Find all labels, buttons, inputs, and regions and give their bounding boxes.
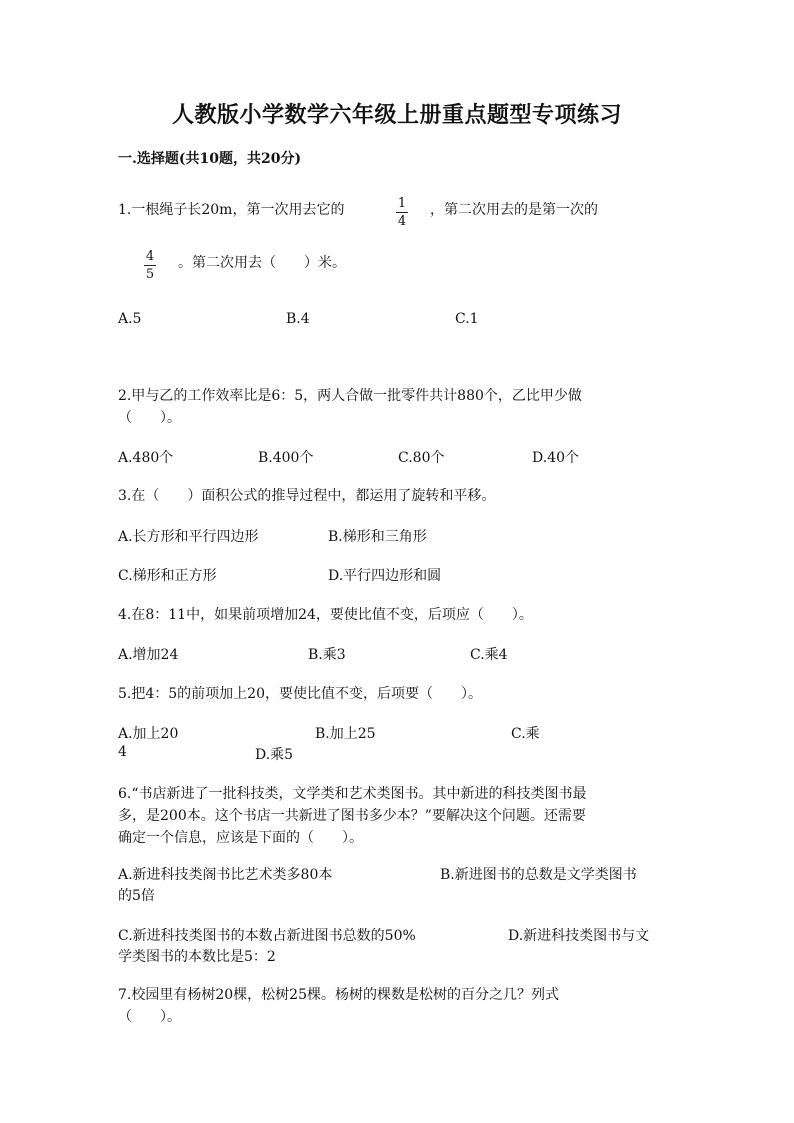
q6-option-c[interactable]: C.新进科技类图书的本数占新进图书总数的50% [118,928,416,944]
q1-text-part2: ，第二次用去的是第一次的 [430,202,598,218]
q1-fraction-4-5 [144,249,156,282]
fraction-denominator: 4 [397,214,407,229]
fraction-bar [396,212,408,213]
q6-option-b[interactable]: B.新进图书的总数是文学类图书 [440,867,637,883]
q2-text-line1: 2.甲与乙的工作效率比是6：5，两人合做一批零件共计880个，乙比甲少做 [118,388,582,404]
fraction-denominator: 5 [145,267,155,282]
fraction-numerator: 1 [397,196,407,211]
q3-option-d[interactable]: D.平行四边形和圆 [328,568,442,584]
q2-text-line2: （ ）。 [118,410,181,426]
q3-option-b[interactable]: B.梯形和三角形 [328,529,427,545]
q5-option-d[interactable]: D.乘5 [255,747,294,763]
q1-fraction-1-4 [396,196,408,229]
q1-option-c[interactable]: C.1 [455,311,479,327]
q2-option-a[interactable]: A.480个 [118,450,174,466]
q6-option-b-continued: 的5倍 [118,888,155,904]
q2-option-d[interactable]: D.40个 [532,450,579,466]
q4-option-b[interactable]: B.乘3 [308,647,346,663]
q4-option-c[interactable]: C.乘4 [470,647,508,663]
q3-text: 3.在（ ）面积公式的推导过程中，都运用了旋转和平移。 [118,488,496,504]
q5-option-b[interactable]: B.加上25 [315,726,376,742]
q1-option-a[interactable]: A.5 [118,311,142,327]
q5-option-c[interactable]: C.乘 [511,726,540,742]
q3-option-c[interactable]: C.梯形和正方形 [118,568,217,584]
q2-option-c[interactable]: C.80个 [398,450,445,466]
q6-text-line1: 6.“书店新进了一批科技类，文学类和艺术类图书。其中新进的科技类图书最 [118,786,587,802]
fraction-bar [144,265,156,266]
q6-option-d[interactable]: D.新进科技类图书与文 [508,928,650,944]
q6-text-line3: 确定一个信息，应该是下面的（ ）。 [118,830,363,846]
q3-option-a[interactable]: A.长方形和平行四边形 [118,529,259,545]
q1-text-part3: 。第二次用去（ ）米。 [178,255,346,271]
q5-option-a[interactable]: A.加上20 [118,726,179,742]
q4-text: 4.在8：11中，如果前项增加24，要使比值不变，后项应（ ）。 [118,607,533,623]
q6-text-line2: 多，是200本。这个书店一共新进了图书多少本？”要解决这个问题。还需要 [118,808,586,824]
q4-option-a[interactable]: A.增加24 [118,647,179,663]
fraction-numerator: 4 [145,249,155,264]
q1-option-b[interactable]: B.4 [286,311,310,327]
q1-text-part1: 1.一根绳子长20m，第一次用去它的 [118,202,345,218]
q6-option-d-continued: 学类图书的本数比是5：2 [118,949,276,965]
q6-option-a[interactable]: A.新进科技类阁书比艺术类多80本 [118,867,333,883]
q5-text: 5.把4：5的前项加上20，要使比值不变，后项要（ ）。 [118,686,482,702]
q7-text-line2: （ ）。 [118,1009,181,1025]
page-title: 人教版小学数学六年级上册重点题型专项练习 [171,102,622,128]
q7-text-line1: 7.校园里有杨树20棵，松树25棵。杨树的棵数是松树的百分之几？列式 [118,987,559,1003]
section-heading: 一.选择题(共10题，共20分) [118,151,302,167]
q2-option-b[interactable]: B.400个 [258,450,314,466]
q5-option-c-continued: 4 [118,744,127,760]
